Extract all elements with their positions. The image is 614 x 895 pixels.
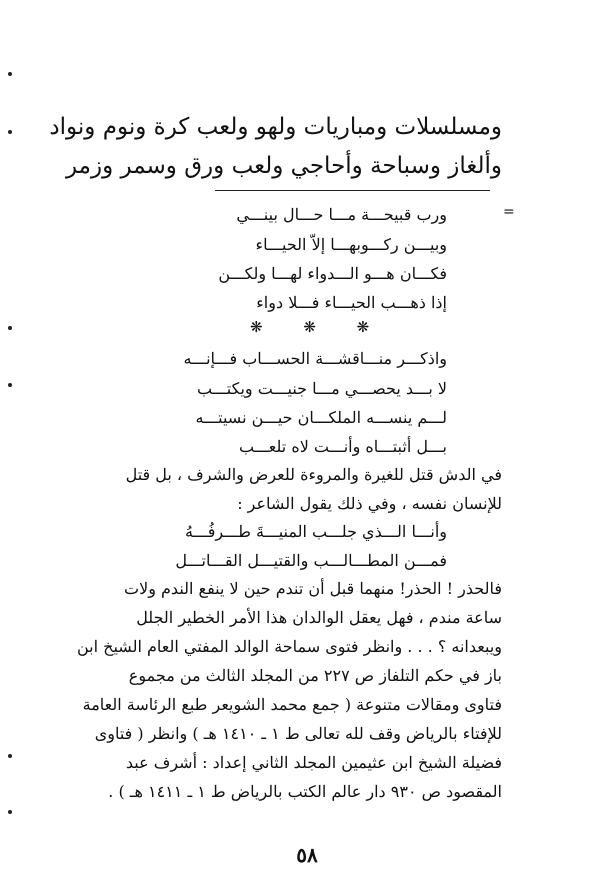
body-line: ساعة مندم ، فهل يعقل الوالدان هذا الأمر الخطير الجلل bbox=[136, 608, 502, 627]
scan-speck bbox=[8, 72, 12, 76]
body-line: في الدش قتل للغيرة والمروءة للعرض والشرف ، بل قتل bbox=[125, 465, 502, 484]
scan-speck bbox=[8, 383, 12, 387]
body-line: فضيلة الشيخ ابن عثيمين المجلد الثاني إعداد : أشرف عبد bbox=[125, 753, 502, 772]
poem-verse: وبيـــن ركـــوبهـــا إلاّ الحيـــاء bbox=[255, 235, 447, 254]
scan-speck bbox=[8, 130, 12, 134]
body-line: للإفتاء بالرياض وقف لله تعالى ط ١ ـ ١٤١٠ هـ ) وانظر ( فتاوى bbox=[94, 724, 502, 743]
intro-line: وألغاز وسباحة وأحاجي ولعب ورق وسمر وزمر bbox=[65, 153, 502, 179]
body-line: باز في حكم التلفاز ص ٢٢٧ من المجلد الثالث من مجموع bbox=[128, 666, 502, 685]
body-line: ويبعدانه ؟ . . . وانظر فتوى سماحة الوالد المفتي العام الشيخ ابن bbox=[76, 637, 502, 656]
poem-verse: فكـــان هـــو الـــدواء لهـــا ولكـــن bbox=[218, 264, 447, 283]
page-number: ٥٨ bbox=[296, 843, 318, 867]
scan-speck bbox=[8, 326, 12, 330]
poem-verse: ورب قبيحـــة مـــا حـــال بينـــي bbox=[236, 205, 447, 224]
body-line: للإنسان نفسه ، وفي ذلك يقول الشاعر : bbox=[237, 494, 502, 513]
poem-verse: لا بـــد يحصـــي مـــا جنيـــت ويكتـــب bbox=[197, 379, 447, 398]
body-line: المقصود ص ٩٣٠ دار عالم الكتب بالرياض ط ١ ـ ١٤١١ هـ ) . bbox=[108, 782, 502, 801]
footnote-separator-rule bbox=[215, 190, 490, 191]
poem-verse: لـــم ينســـه الملكـــان حيـــن نسيتـــه bbox=[195, 408, 447, 427]
footnote-continuation-mark: = bbox=[503, 204, 515, 220]
poem-verse: فمـــن المطـــالـــب والقتيـــل القـــاتـــل bbox=[175, 551, 447, 570]
poem-verse: إذا ذهـــب الحيـــاء فـــلا دواء bbox=[256, 293, 447, 312]
scan-speck bbox=[8, 810, 12, 814]
scan-speck bbox=[8, 754, 12, 758]
body-line: فتاوى ومقالات متنوعة ( جمع محمد الشويعر طبع الرئاسة العامة bbox=[82, 695, 502, 714]
intro-line: ومسلسلات ومباريات ولهو ولعب كرة ونوم ونواد bbox=[49, 114, 502, 140]
body-line: فالحذر ! الحذر! منهما قبل أن تندم حين لا ينفع الندم ولات bbox=[124, 579, 502, 598]
section-separator: ❋ ❋ ❋ bbox=[250, 318, 388, 336]
poem-verse: واذكـــر منـــاقشـــة الحســـاب فـــإنـــه bbox=[183, 349, 447, 368]
poem-verse: وأنـــا الـــذي جلـــب المنيـــةَ طـــرفُـــهُ bbox=[185, 522, 447, 541]
poem-verse: بـــل أثبتـــاه وأنـــت لاه تلعـــب bbox=[239, 437, 447, 456]
